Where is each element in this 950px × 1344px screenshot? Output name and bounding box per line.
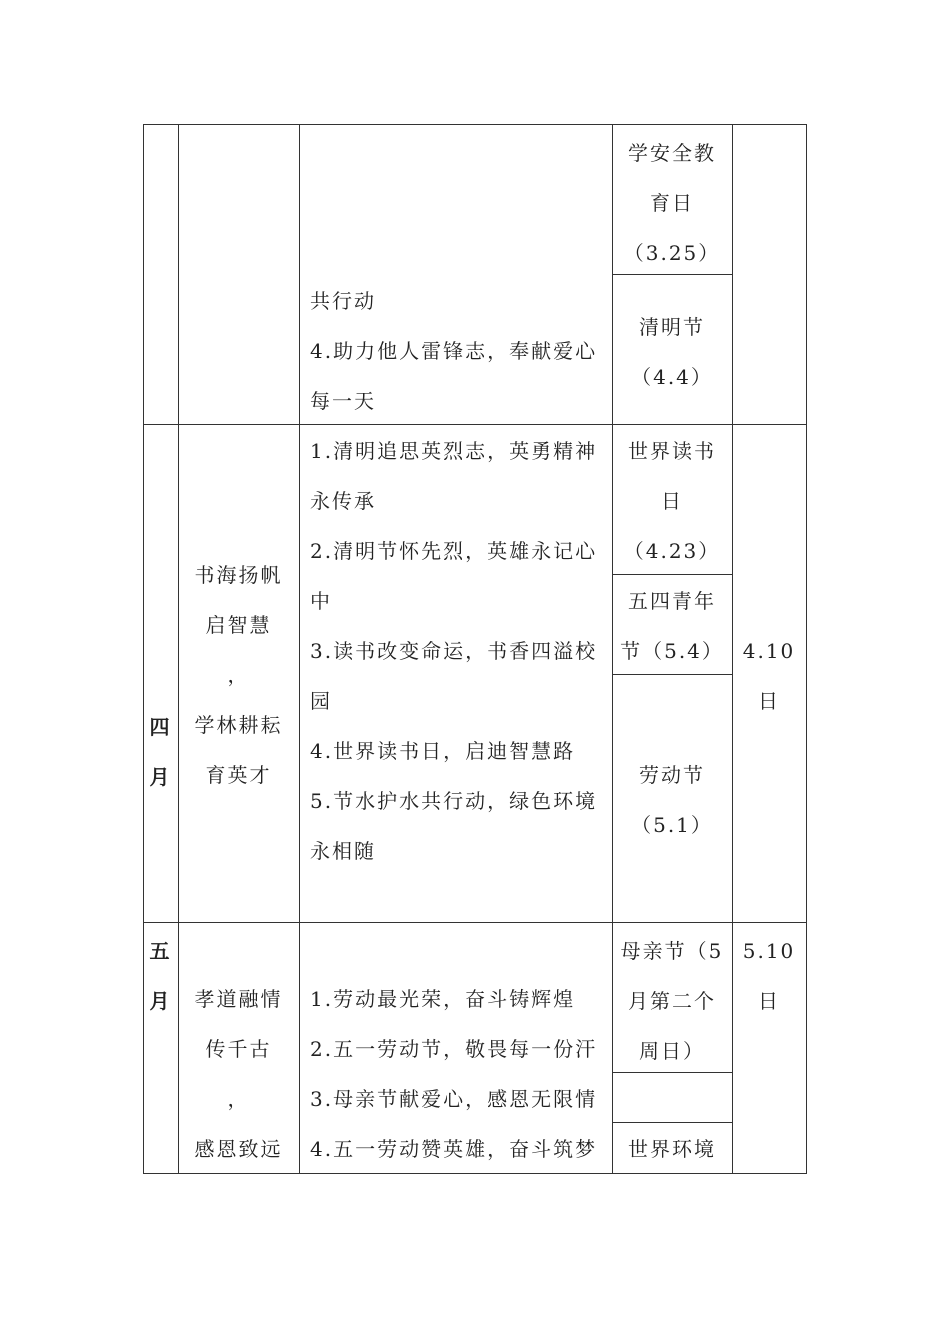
festival-line: 世界读书 [628,439,716,463]
festival-line: 周日） [639,1039,705,1063]
activity-line: 5.节水护水共行动，绿色环境 [310,789,598,813]
festival-line: （4.23） [623,539,721,563]
col-line-2 [299,124,300,1174]
date-line: 日 [758,989,780,1013]
table-border-top [143,124,807,125]
theme-line: 学林耕耘 [194,713,283,737]
col-line-5 [806,124,807,1174]
activity-line: 1.清明追思英烈志，英勇精神 [310,439,598,463]
row-divider-1 [143,424,807,425]
festival-line: 世界环境 [628,1137,716,1161]
festival-line: 学安全教 [628,141,716,165]
activity-line: 4.世界读书日，启迪智慧路 [310,739,576,763]
month-label: 月 [149,765,172,789]
activity-line: 3.读书改变命运，书香四溢校 [310,639,598,663]
theme-line: 育英才 [205,763,272,787]
theme-line: ， [227,663,250,687]
festival-line: 劳动节 [639,763,705,787]
month-label: 四 [149,715,172,739]
date-line: 4.10 [742,639,796,663]
festival-line: 清明节 [639,315,705,339]
activity-line: 每一天 [310,389,376,413]
festival-line: （5.1） [631,813,713,837]
theme-line: 孝道融情 [194,987,283,1011]
activity-line: 2.清明节怀先烈，英雄永记心 [310,539,598,563]
festival-line: 月第二个 [628,989,716,1013]
activity-line: 2.五一劳动节，敬畏每一份汗 [310,1037,598,1061]
month-label: 月 [149,989,172,1013]
festival-line: 母亲节（5 [620,939,724,963]
activity-line: 园 [310,689,332,713]
activity-line: 3.母亲节献爱心，感恩无限情 [310,1087,598,1111]
festival-line: 日 [661,489,683,513]
theme-line: 传千古 [205,1037,272,1061]
festival-line: 五四青年 [628,589,716,613]
festival-divider [612,1122,733,1123]
activity-line: 1.劳动最光荣，奋斗铸辉煌 [310,987,576,1011]
theme-line: ， [227,1087,250,1111]
date-line: 日 [758,689,780,713]
festival-line: 育日 [650,191,694,215]
activity-line: 永相随 [310,839,376,863]
theme-line: 感恩致远 [194,1137,283,1161]
activity-line: 永传承 [310,489,376,513]
festival-line: （4.4） [631,365,713,389]
activity-line: 共行动 [310,289,376,313]
date-line: 5.10 [742,939,796,963]
theme-line: 启智慧 [205,613,272,637]
row-divider-2 [143,922,807,923]
activity-line: 4.五一劳动赞英雄，奋斗筑梦 [310,1137,598,1161]
activity-line: 4.助力他人雷锋志，奉献爱心 [310,339,598,363]
festival-line: （3.25） [623,241,721,265]
month-label: 五 [149,939,172,963]
theme-line: 书海扬帆 [194,563,283,587]
festival-line: 节（5.4） [620,639,724,663]
activity-line: 中 [310,589,332,613]
